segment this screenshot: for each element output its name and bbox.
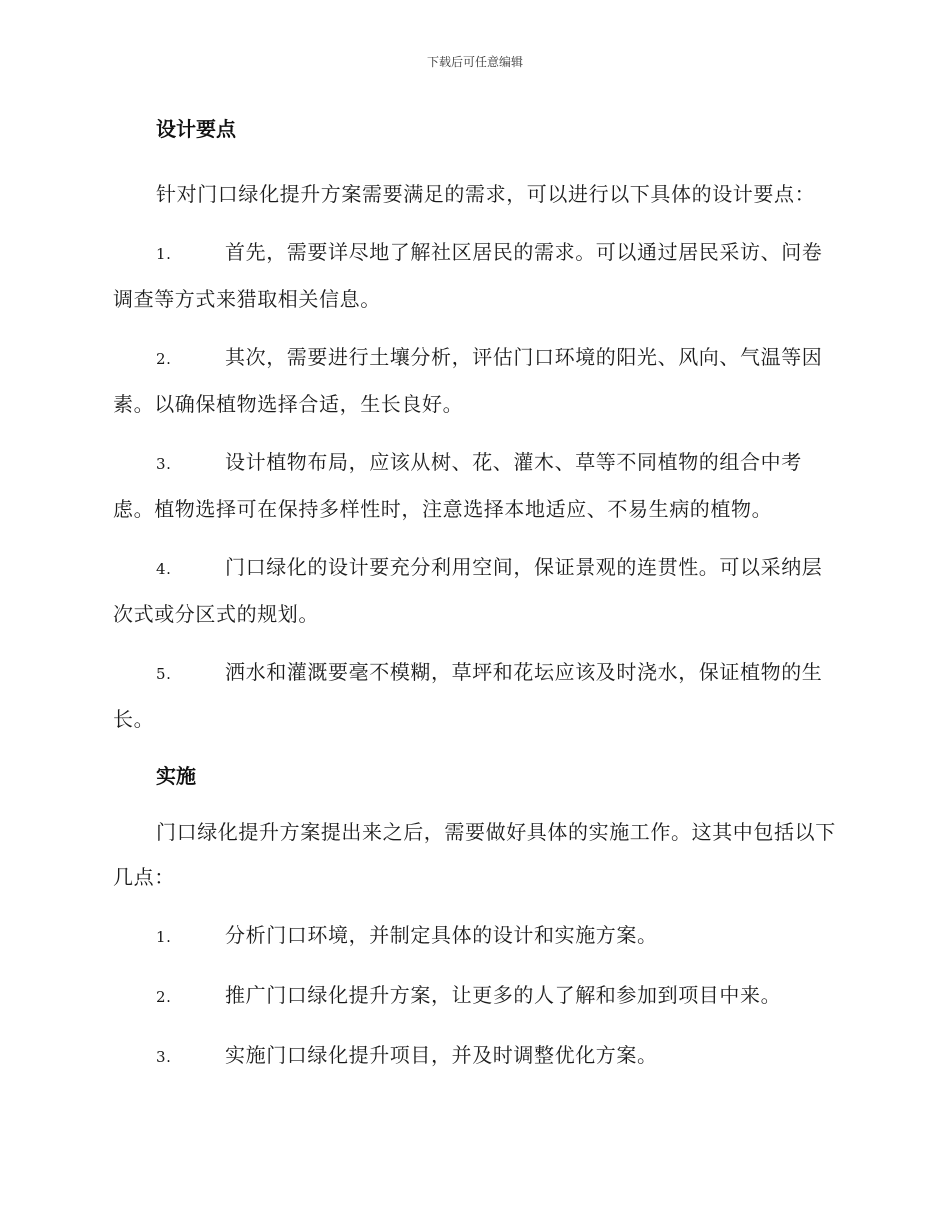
design-intro-paragraph: 针对门口绿化提升方案需要满足的需求，可以进行以下具体的设计要点：	[156, 182, 816, 206]
implementation-intro-paragraph: 门口绿化提升方案提出来之后，需要做好具体的实施工作。这其中包括以下几点：	[113, 820, 836, 889]
list-item	[113, 913, 837, 960]
list-item-number: 2.	[156, 988, 172, 1006]
list-item-number: 3.	[156, 1048, 172, 1066]
page-header-note: 下载后可任意编辑	[426, 55, 523, 69]
document-body	[113, 112, 837, 1080]
list-item-text: 洒水和灌溉要毫不模糊，草坪和花坛应该及时浇水，保证植物的生长。	[113, 660, 823, 731]
list-item	[113, 335, 837, 427]
list-item-text: 设计植物布局，应该从树、花、灌木、草等不同植物的组合中考虑。植物选择可在保持多样性时，注意选择本地适应、不易生病的植物。	[113, 450, 802, 521]
list-item	[113, 973, 837, 1020]
list-item-number: 5.	[156, 665, 172, 683]
list-item	[113, 545, 837, 637]
list-item	[113, 650, 837, 742]
list-item-text: 分析门口环境，并制定具体的设计和实施方案。	[225, 923, 658, 947]
section-heading-implementation: 实施	[156, 764, 196, 788]
section-heading-design: 设计要点	[156, 117, 236, 141]
list-item-number: 4.	[156, 560, 172, 578]
list-item-number: 1.	[156, 928, 172, 946]
list-item	[113, 1033, 837, 1080]
list-item-number: 3.	[156, 455, 172, 473]
list-item	[113, 230, 837, 322]
list-item-text: 推广门口绿化提升方案，让更多的人了解和参加到项目中来。	[225, 983, 782, 1007]
list-item-text: 门口绿化的设计要充分利用空间，保证景观的连贯性。可以采纳层次式或分区式的规划。	[113, 555, 823, 626]
list-item-text: 实施门口绿化提升项目，并及时调整优化方案。	[225, 1043, 658, 1067]
list-item-number: 2.	[156, 350, 172, 368]
list-item	[113, 440, 837, 532]
list-item-number: 1.	[156, 245, 172, 263]
list-item-text: 其次，需要进行土壤分析，评估门口环境的阳光、风向、气温等因素。以确保植物选择合适，生长良好。	[113, 345, 823, 416]
list-item-text: 首先，需要详尽地了解社区居民的需求。可以通过居民采访、问卷调查等方式来猎取相关信息。	[113, 240, 823, 311]
